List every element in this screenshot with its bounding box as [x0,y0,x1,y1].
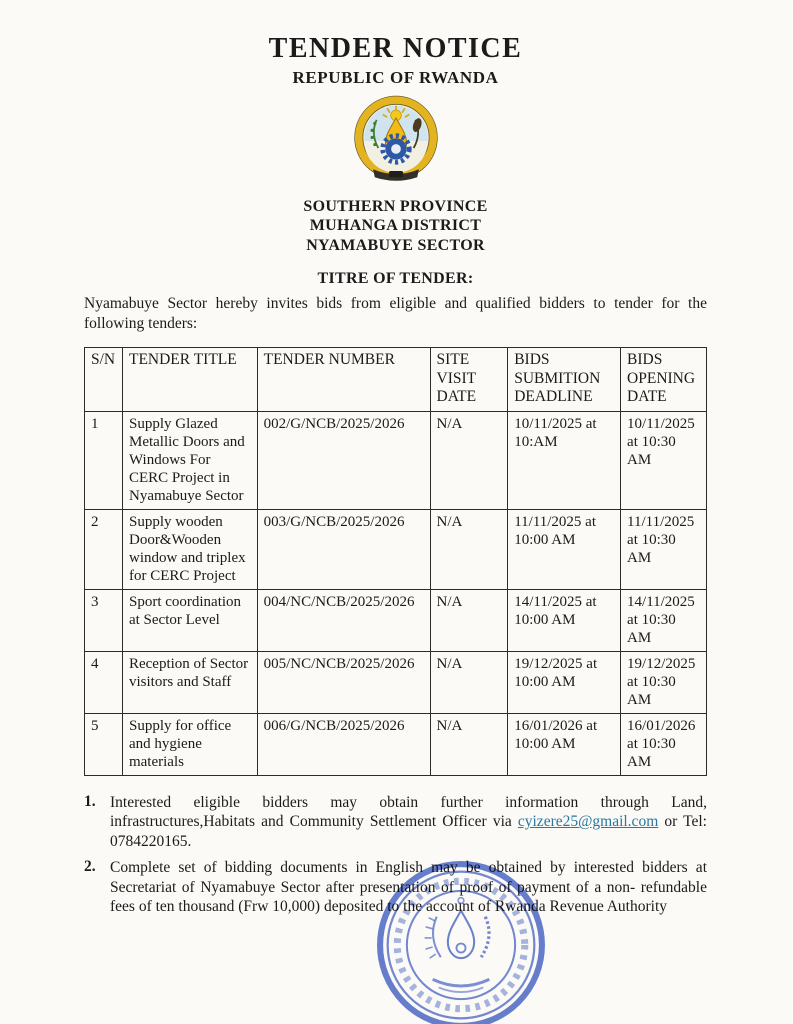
page-title: TENDER NOTICE [268,33,523,64]
table-row [85,651,707,713]
cell-site-visit: N/A [430,713,508,775]
note-item-2 [84,858,707,917]
table-row [85,713,707,775]
cell-number: 005/NC/NCB/2025/2026 [257,651,430,713]
cell-site-visit: N/A [430,589,508,651]
cell-opening: 10/11/2025 at 10:30 AM [621,411,707,509]
note-item-1 [84,793,707,852]
rwanda-coat-of-arms-icon [343,176,449,193]
note-number: 2. [84,858,96,876]
cell-site-visit: N/A [430,509,508,589]
table-row [85,509,707,589]
cell-number: 002/G/NCB/2025/2026 [257,411,430,509]
col-header-opening: BIDS OPENING DATE [621,348,707,412]
cell-deadline: 10/11/2025 at 10:AM [508,411,621,509]
tender-section-heading: TITRE OF TENDER: [317,270,474,288]
notes-list [84,793,707,917]
cell-opening: 19/12/2025 at 10:30 AM [621,651,707,713]
table-row [85,411,707,509]
sector-line: NYAMABUYE SECTOR [306,236,485,254]
province-line: SOUTHERN PROVINCE [303,197,488,215]
intro-paragraph: Nyamabuye Sector hereby invites bids from eligible and qualified bidders to tender for the following tenders: [84,295,707,332]
cell-deadline: 14/11/2025 at 10:00 AM [508,589,621,651]
cell-deadline: 11/11/2025 at 10:00 AM [508,509,621,589]
tenders-table [84,347,707,776]
cell-deadline: 19/12/2025 at 10:00 AM [508,651,621,713]
col-header-site-visit: SITE VISIT DATE [430,348,508,412]
cell-sn: 3 [85,589,123,651]
cell-deadline: 16/01/2026 at 10:00 AM [508,713,621,775]
table-row [85,589,707,651]
cell-opening: 14/11/2025 at 10:30 AM [621,589,707,651]
col-header-title: TENDER TITLE [122,348,257,412]
cell-site-visit: N/A [430,651,508,713]
administrative-block [84,197,707,256]
cell-title: Supply for office and hygiene materials [122,713,257,775]
cell-site-visit: N/A [430,411,508,509]
cell-opening: 16/01/2026 at 10:30 AM [621,713,707,775]
cell-title: Supply Glazed Metallic Doors and Windows For CERC Project in Nyamabuye Sector [122,411,257,509]
cell-sn: 2 [85,509,123,589]
col-header-number: TENDER NUMBER [257,348,430,412]
cell-sn: 1 [85,411,123,509]
district-line: MUHANGA DISTRICT [309,217,482,235]
cell-sn: 4 [85,651,123,713]
emblem-container [84,93,707,191]
cell-title: Sport coordination at Sector Level [122,589,257,651]
contact-email-link[interactable]: cyizere25@gmail.com [517,813,659,831]
col-header-deadline: BIDS SUBMITION DEADLINE [508,348,621,412]
note-text [110,793,707,852]
country-heading: REPUBLIC OF RWANDA [292,67,499,87]
cell-number: 006/G/NCB/2025/2026 [257,713,430,775]
note-text-before-link: Interested eligible bidders may obtain further information through Land, infrastructures,Habitats and Community Settlement Officer via [110,793,707,831]
cell-title: Supply wooden Door&Wooden window and triplex for CERC Project [122,509,257,589]
note-text-after-link: or Tel: 0784220165. [110,813,707,850]
cell-number: 003/G/NCB/2025/2026 [257,509,430,589]
cell-number: 004/NC/NCB/2025/2026 [257,589,430,651]
cell-title: Reception of Sector visitors and Staff [122,651,257,713]
note-number: 1. [84,792,96,810]
col-header-sn: S/N [85,348,123,412]
table-header-row [85,348,707,412]
note-text: Complete set of bidding documents in English may be obtained by interested bidders at Secretariat of Nyamabuye Sector after presentation of proof of payment of a non- refundable fees of ten thousand (Frw 10,000) deposited to the account of Rwanda Revenue Authority [110,859,707,916]
cell-opening: 11/11/2025 at 10:30 AM [621,509,707,589]
cell-sn: 5 [85,713,123,775]
